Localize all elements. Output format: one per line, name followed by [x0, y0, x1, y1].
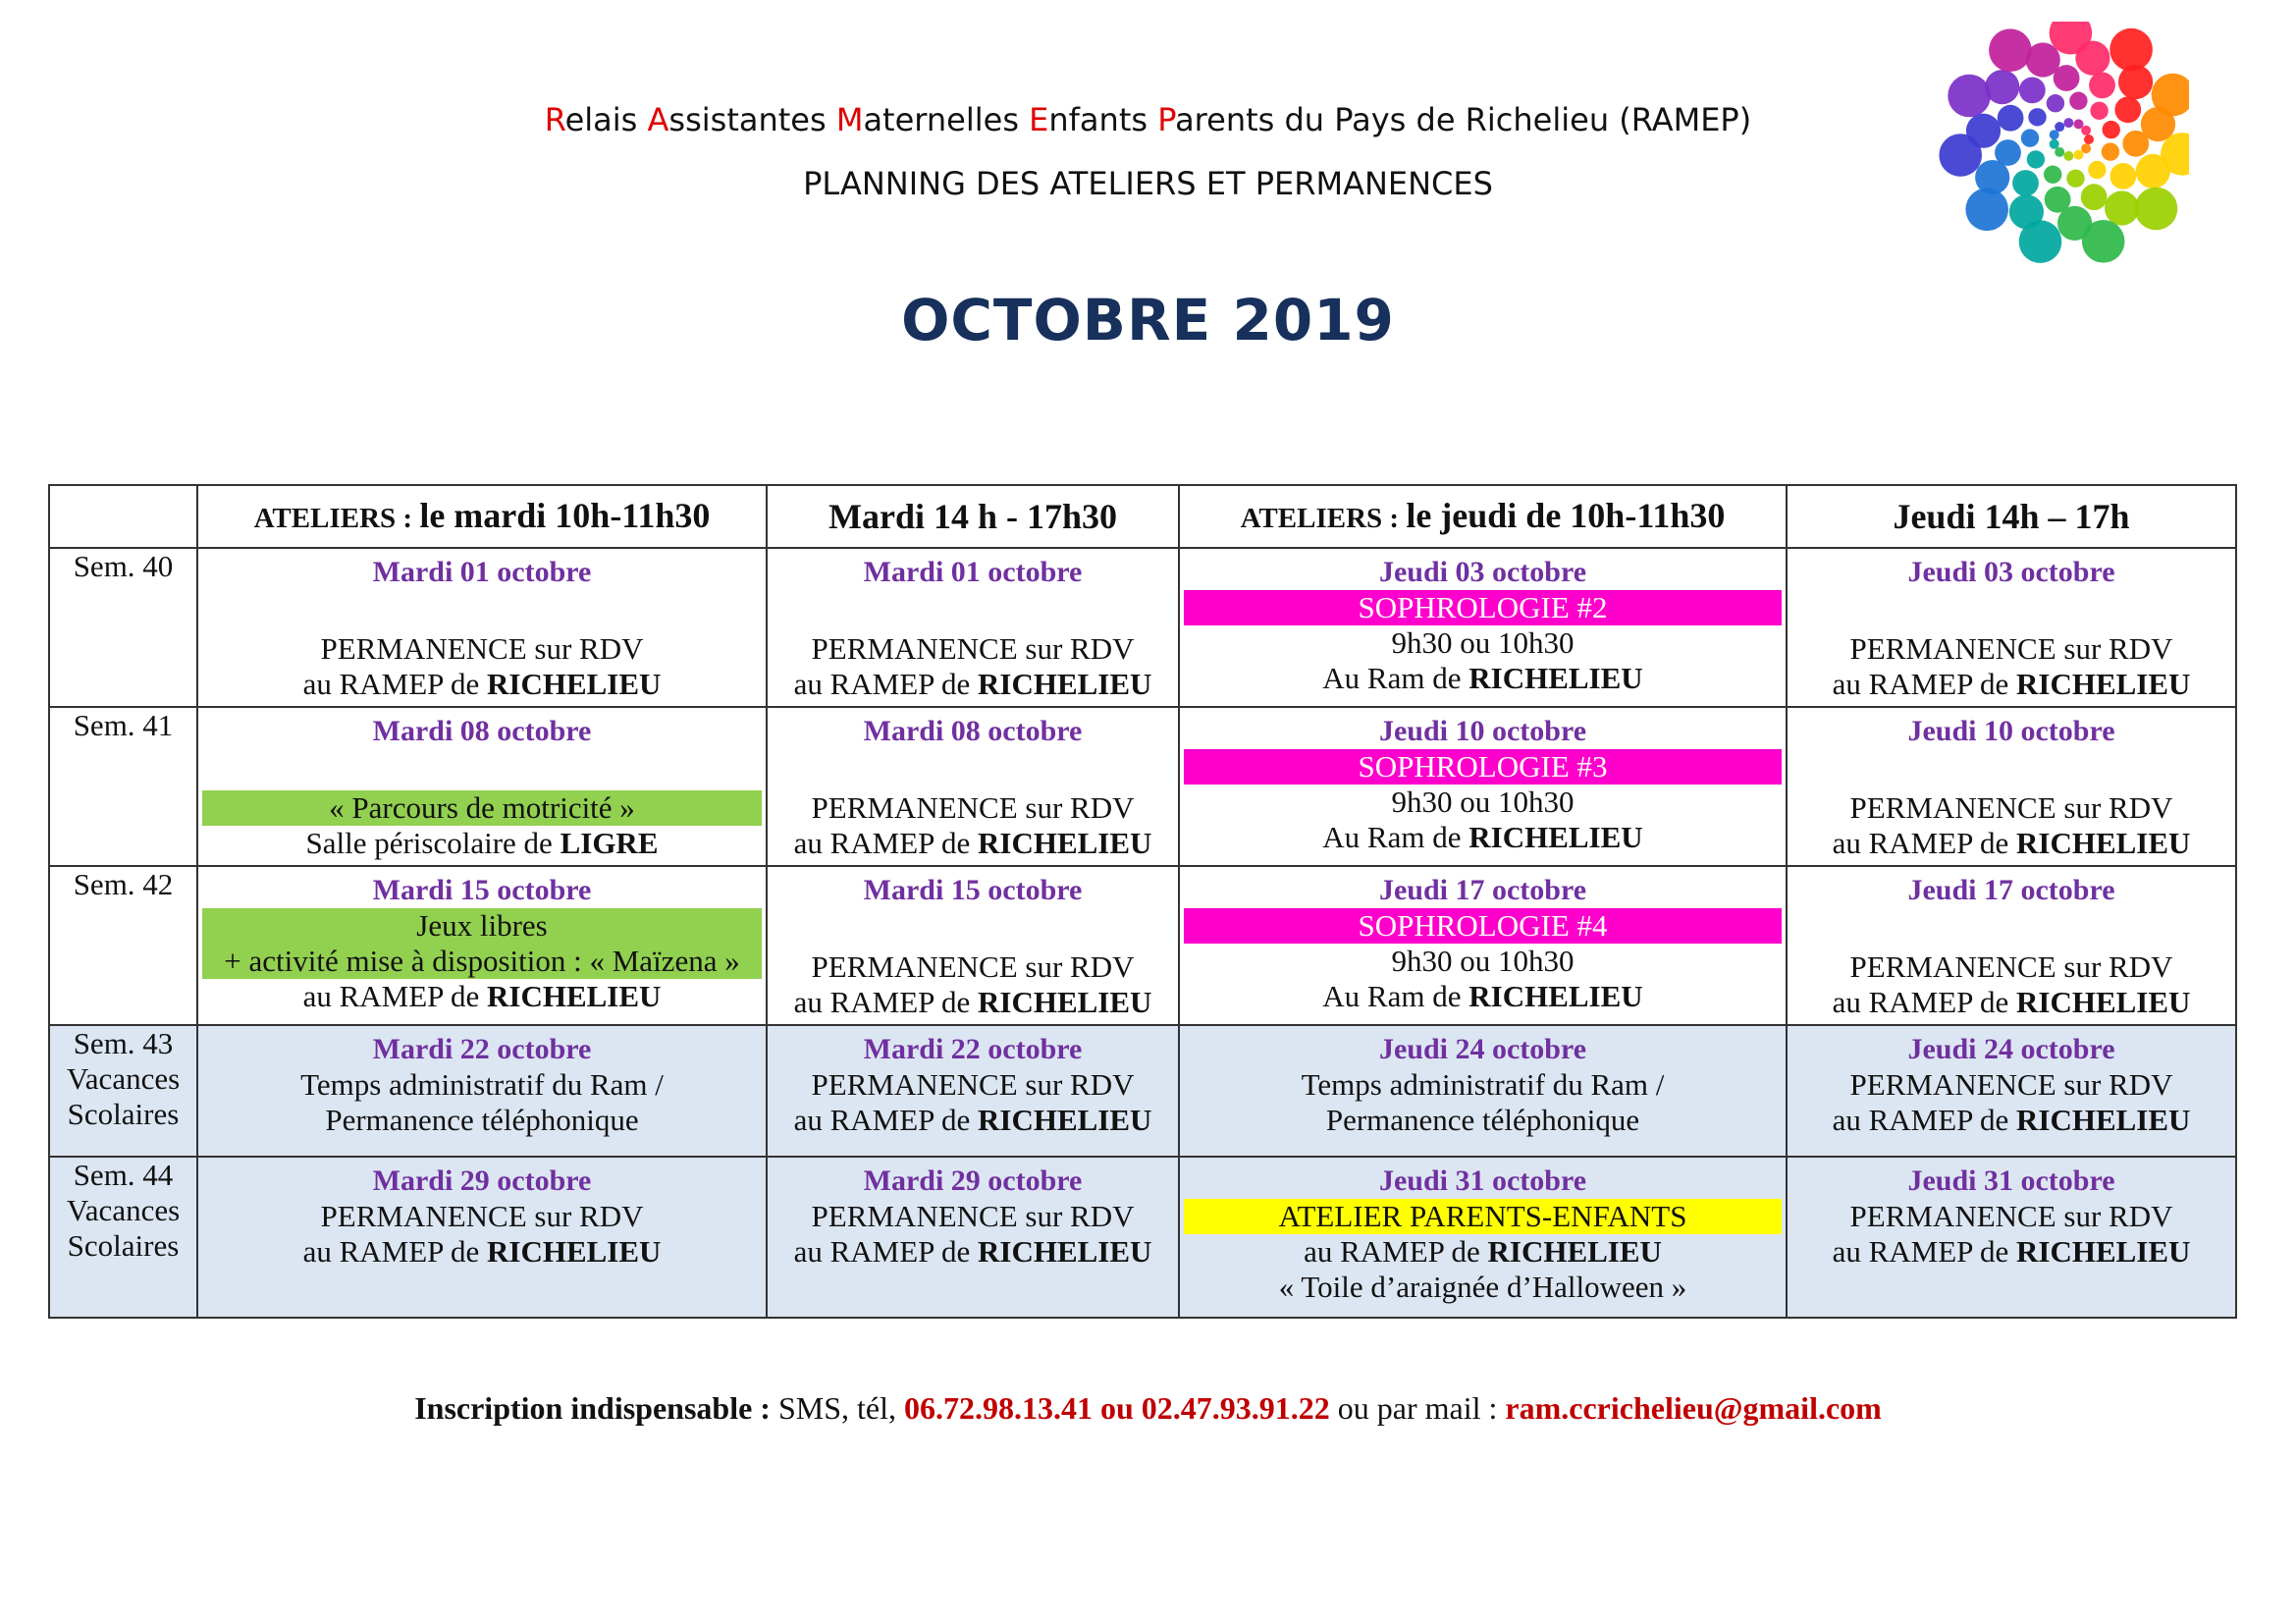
cell-date: Mardi 29 octobre — [372, 1164, 592, 1197]
cell-date: Mardi 29 octobre — [863, 1164, 1083, 1197]
cell-line-text: Permanence téléphonique — [1325, 1103, 1640, 1137]
cell-line-text: au RAMEP de — [793, 985, 978, 1019]
schedule-cell — [197, 1157, 767, 1318]
organization-title — [0, 101, 2296, 138]
cell-line-text: PERMANENCE sur RDV — [811, 631, 1135, 666]
week-label — [49, 548, 197, 707]
schedule-cell — [197, 707, 767, 866]
cell-line — [1183, 944, 1783, 979]
week-label-line: Sem. 40 — [73, 549, 174, 583]
cell-line-text: ATELIER PARENTS-ENFANTS — [1278, 1199, 1687, 1233]
logo-sphere — [2109, 28, 2153, 72]
cell-line — [201, 667, 763, 702]
cell-date: Jeudi 03 octobre — [1378, 556, 1587, 588]
cell-line-text: Salle périscolaire de — [305, 826, 561, 860]
cell-line — [1183, 820, 1783, 855]
cell-line-bold: RICHELIEU — [2016, 1103, 2191, 1137]
week-label-line: Sem. 43 — [73, 1026, 174, 1060]
schedule-cell — [1179, 1157, 1787, 1318]
cell-line — [201, 1199, 763, 1234]
highlighted-activity — [1184, 749, 1782, 785]
header-tuesday-morning: ATELIERS : le mardi 10h-11h30 — [197, 485, 767, 548]
title-initial: A — [647, 101, 669, 138]
schedule-cell — [767, 1157, 1179, 1318]
cell-line-bold: RICHELIEU — [978, 1103, 1152, 1137]
logo-sphere — [1995, 139, 2021, 166]
logo-sphere — [2055, 147, 2064, 157]
cell-line-text: PERMANENCE sur RDV — [1849, 631, 2173, 666]
week-label-line: Scolaires — [67, 1228, 180, 1263]
title-text: arents du Pays de Richelieu (RAMEP) — [1175, 101, 1752, 138]
schedule-cell — [197, 1025, 767, 1157]
cell-date: Mardi 08 octobre — [372, 715, 592, 747]
footer-text2: ou par mail : — [1329, 1390, 1506, 1426]
cell-date: Mardi 08 octobre — [863, 715, 1083, 747]
cell-date: Jeudi 10 octobre — [1907, 715, 2115, 747]
footer-text1: SMS, tél, — [770, 1390, 904, 1426]
cell-line — [201, 979, 763, 1014]
logo-sphere — [2074, 150, 2084, 160]
cell-date: Mardi 01 octobre — [372, 556, 592, 588]
highlighted-activity — [202, 944, 762, 979]
cell-line — [1183, 1103, 1783, 1138]
logo-sphere — [2019, 78, 2046, 104]
cell-line-text: au RAMEP de — [793, 1103, 978, 1137]
cell-line-bold: RICHELIEU — [2016, 985, 2191, 1019]
week-label-line: Vacances — [66, 1061, 181, 1096]
planning-table — [48, 484, 2237, 1319]
week-label — [49, 1157, 197, 1318]
week-label — [49, 866, 197, 1025]
cell-line-text: Permanence téléphonique — [325, 1103, 639, 1137]
cell-date: Jeudi 24 octobre — [1378, 1033, 1587, 1065]
cell-line — [771, 790, 1175, 826]
footer-phones: 06.72.98.13.41 ou 02.47.93.91.22 — [903, 1390, 1330, 1426]
cell-line — [201, 826, 763, 861]
cell-line-text: « Toile d’araignée d’Halloween » — [1278, 1270, 1687, 1304]
cell-line — [1183, 979, 1783, 1014]
cell-line-bold: LIGRE — [560, 826, 659, 860]
title-initial: E — [1029, 101, 1049, 138]
cell-date: Jeudi 31 octobre — [1378, 1164, 1587, 1197]
header-thursday-morning: ATELIERS : le jeudi de 10h-11h30 — [1179, 485, 1787, 548]
logo-sphere — [2075, 41, 2109, 76]
logo-sphere — [1989, 28, 2032, 72]
cell-line — [771, 1103, 1175, 1138]
schedule-cell — [767, 866, 1179, 1025]
cell-line-text: + activité mise à disposition : « Maïzena » — [224, 944, 740, 978]
cell-line — [771, 631, 1175, 667]
week-label-line: Vacances — [66, 1193, 181, 1227]
cell-line-text: au RAMEP de — [793, 667, 978, 701]
cell-line-text: au RAMEP de — [302, 1234, 487, 1269]
cell-line-text: Temps administratif du Ram / — [300, 1067, 664, 1102]
cell-line — [771, 1199, 1175, 1234]
cell-line-text: au RAMEP de — [1832, 1234, 2016, 1269]
cell-line-text: Au Ram de — [1322, 820, 1469, 854]
cell-line — [1790, 1103, 2232, 1138]
table-row — [49, 1157, 2236, 1318]
cell-line-text: PERMANENCE sur RDV — [811, 1199, 1135, 1233]
logo-sphere — [2063, 151, 2073, 161]
cell-line-bold: RICHELIEU — [2016, 667, 2191, 701]
highlighted-activity — [202, 908, 762, 944]
logo-sphere — [2081, 143, 2091, 153]
cell-line — [1790, 1199, 2232, 1234]
table-row — [49, 548, 2236, 707]
cell-date: Jeudi 17 octobre — [1907, 874, 2115, 906]
registration-footer — [0, 1390, 2296, 1427]
cell-line-bold: RICHELIEU — [978, 1234, 1152, 1269]
cell-date: Jeudi 10 octobre — [1378, 715, 1587, 747]
cell-date: Mardi 15 octobre — [372, 874, 592, 906]
cell-line — [771, 949, 1175, 985]
cell-line — [1183, 1234, 1783, 1270]
cell-line-bold: RICHELIEU — [1468, 820, 1643, 854]
cell-line-text: SOPHROLOGIE #3 — [1358, 749, 1608, 784]
cell-line — [1790, 1067, 2232, 1103]
highlighted-activity — [1184, 1199, 1782, 1234]
cell-line-bold: RICHELIEU — [1468, 979, 1643, 1013]
cell-line-text: au RAMEP de — [1832, 667, 2016, 701]
cell-line — [1183, 1067, 1783, 1103]
cell-line-text: au RAMEP de — [1832, 985, 2016, 1019]
schedule-cell — [767, 548, 1179, 707]
cell-date: Jeudi 03 octobre — [1907, 556, 2115, 588]
cell-line — [201, 1234, 763, 1270]
cell-line — [1183, 661, 1783, 696]
title-initial: P — [1157, 101, 1176, 138]
cell-line-text: SOPHROLOGIE #2 — [1358, 590, 1608, 624]
cell-line-text: Temps administratif du Ram / — [1301, 1067, 1665, 1102]
title-initial: R — [544, 101, 565, 138]
week-label-line: Sem. 42 — [73, 867, 174, 901]
cell-line-bold: RICHELIEU — [1487, 1234, 1662, 1269]
cell-line-text: SOPHROLOGIE #4 — [1358, 908, 1608, 943]
cell-line-text: PERMANENCE sur RDV — [1849, 790, 2173, 825]
month-title: OCTOBRE 2019 — [901, 287, 1395, 353]
title-text: aternelles — [863, 101, 1030, 138]
cell-line-bold: RICHELIEU — [487, 979, 662, 1013]
week-label-line: Sem. 41 — [73, 708, 174, 742]
cell-line-text: PERMANENCE sur RDV — [1849, 949, 2173, 984]
cell-line — [201, 1067, 763, 1103]
cell-line-text: au RAMEP de — [1832, 826, 2016, 860]
cell-line — [1790, 631, 2232, 667]
schedule-cell — [1787, 548, 2236, 707]
cell-line — [1790, 985, 2232, 1020]
cell-line-bold: RICHELIEU — [487, 667, 662, 701]
cell-line-text: PERMANENCE sur RDV — [811, 1067, 1135, 1102]
cell-line-text: PERMANENCE sur RDV — [1849, 1199, 2173, 1233]
logo-sphere — [1985, 70, 2019, 104]
schedule-cell — [1787, 1025, 2236, 1157]
schedule-cell — [767, 1025, 1179, 1157]
cell-line-text: au RAMEP de — [1304, 1234, 1488, 1269]
table-row — [49, 707, 2236, 866]
cell-date: Mardi 01 octobre — [863, 556, 1083, 588]
schedule-cell — [1179, 548, 1787, 707]
schedule-cell — [1179, 1025, 1787, 1157]
title-text: nfants — [1048, 101, 1158, 138]
week-label-line: Sem. 44 — [73, 1158, 174, 1192]
cell-line-text: PERMANENCE sur RDV — [811, 790, 1135, 825]
cell-line-text: 9h30 ou 10h30 — [1391, 625, 1575, 660]
cell-line-text: au RAMEP de — [302, 979, 487, 1013]
cell-line — [1183, 1270, 1783, 1305]
week-label — [49, 1025, 197, 1157]
planning-subtitle: PLANNING DES ATELIERS ET PERMANENCES — [803, 165, 1493, 202]
header-blank-cell — [49, 485, 197, 548]
footer-email: ram.ccrichelieu@gmail.com — [1505, 1390, 1882, 1426]
cell-line — [1790, 949, 2232, 985]
cell-line — [771, 1234, 1175, 1270]
schedule-cell — [1787, 707, 2236, 866]
schedule-cell — [1179, 707, 1787, 866]
cell-line — [1790, 790, 2232, 826]
footer-label: Inscription indispensable : — [414, 1390, 771, 1426]
header-tuesday-afternoon: Mardi 14 h - 17h30 — [767, 485, 1179, 548]
cell-line — [201, 1103, 763, 1138]
title-text: elais — [564, 101, 648, 138]
logo-sphere — [2050, 139, 2059, 149]
logo-sphere — [2089, 73, 2115, 99]
cell-date: Mardi 22 octobre — [372, 1033, 592, 1065]
cell-date: Jeudi 17 octobre — [1378, 874, 1587, 906]
schedule-cell — [197, 866, 767, 1025]
cell-line-bold: RICHELIEU — [978, 985, 1152, 1019]
week-label-line: Scolaires — [67, 1097, 180, 1131]
highlighted-activity — [202, 790, 762, 826]
cell-line — [1183, 785, 1783, 820]
highlighted-activity — [1184, 590, 1782, 625]
schedule-cell — [1787, 866, 2236, 1025]
cell-line-text: au RAMEP de — [793, 1234, 978, 1269]
rainbow-spheres-logo — [1904, 22, 2189, 287]
cell-line-bold: RICHELIEU — [2016, 826, 2191, 860]
title-text: ssistantes — [668, 101, 836, 138]
cell-line-bold: RICHELIEU — [1468, 661, 1643, 695]
header-thursday-afternoon: Jeudi 14h – 17h — [1787, 485, 2236, 548]
cell-line — [201, 631, 763, 667]
cell-line-text: 9h30 ou 10h30 — [1391, 785, 1575, 819]
cell-line-text: Au Ram de — [1322, 979, 1469, 1013]
cell-line-bold: RICHELIEU — [487, 1234, 662, 1269]
cell-date: Mardi 15 octobre — [863, 874, 1083, 906]
cell-line — [771, 826, 1175, 861]
schedule-cell — [767, 707, 1179, 866]
title-initial: M — [835, 101, 864, 138]
table-row — [49, 866, 2236, 1025]
cell-line-text: au RAMEP de — [1832, 1103, 2016, 1137]
week-label — [49, 707, 197, 866]
table-row — [49, 1025, 2236, 1157]
cell-line — [1790, 667, 2232, 702]
cell-line — [771, 667, 1175, 702]
cell-line-text: « Parcours de motricité » — [329, 790, 635, 825]
cell-line-text: PERMANENCE sur RDV — [811, 949, 1135, 984]
cell-line-text: PERMANENCE sur RDV — [320, 631, 644, 666]
cell-date: Jeudi 24 octobre — [1907, 1033, 2115, 1065]
cell-date: Mardi 22 octobre — [863, 1033, 1083, 1065]
cell-line — [771, 1067, 1175, 1103]
logo-sphere — [2054, 65, 2080, 91]
cell-line — [1790, 826, 2232, 861]
cell-line-text: PERMANENCE sur RDV — [320, 1199, 644, 1233]
cell-line-bold: RICHELIEU — [978, 667, 1152, 701]
table-header-row — [49, 485, 2236, 548]
cell-date: Jeudi 31 octobre — [1907, 1164, 2115, 1197]
schedule-cell — [197, 548, 767, 707]
cell-line — [771, 985, 1175, 1020]
cell-line-bold: RICHELIEU — [2016, 1234, 2191, 1269]
cell-line-text: au RAMEP de — [302, 667, 487, 701]
cell-line — [1790, 1234, 2232, 1270]
cell-line-text: 9h30 ou 10h30 — [1391, 944, 1575, 978]
cell-line-text: PERMANENCE sur RDV — [1849, 1067, 2173, 1102]
schedule-cell — [1787, 1157, 2236, 1318]
logo-sphere — [2118, 65, 2153, 99]
logo-sphere — [2102, 142, 2119, 160]
highlighted-activity — [1184, 908, 1782, 944]
cell-line — [1183, 625, 1783, 661]
cell-line-text: au RAMEP de — [793, 826, 978, 860]
schedule-cell — [1179, 866, 1787, 1025]
cell-line-text: Au Ram de — [1322, 661, 1469, 695]
cell-line-bold: RICHELIEU — [978, 826, 1152, 860]
cell-line-text: Jeux libres — [416, 908, 548, 943]
